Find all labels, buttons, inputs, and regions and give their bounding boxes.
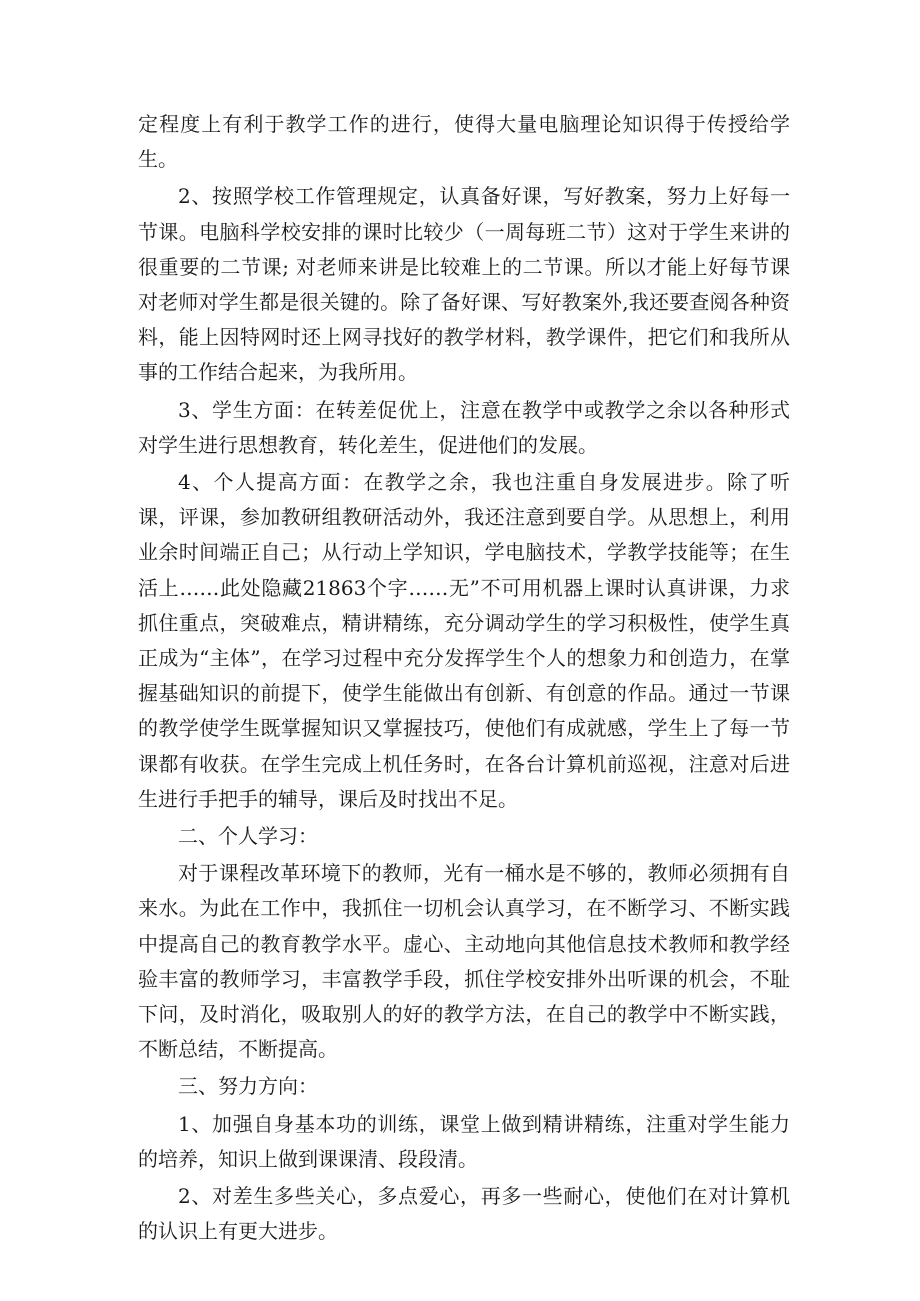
- paragraph-lesson-preparation: 2、按照学校工作管理规定，认真备好课，写好教案，努力上好每一节课。电脑科学校安排的课时比较少（一周每班二节）这对于学生来讲的很重要的二节课; 对老师来讲是比较难上的二节课。所以才能上好每节课对老师对学生都是很关键的。除了备好课、写好教案外,我还要查阅各种资料，能上因特网时还上网寻找好的教学材料，教学课件，把它们和我所从事的工作结合起来，为我所用。: [138, 184, 790, 385]
- section-heading-effort-direction: 三、努力方向：: [178, 1074, 318, 1099]
- document-body: [138, 107, 790, 1252]
- paragraph-personal-study: 对于课程改革环境下的教师，光有一桶水是不够的，教师必须拥有自来水。为此在工作中，我抓住一切机会认真学习，在不断学习、不断实践中提高自己的教育教学水平。虚心、主动地向其他信息技术教师和教学经验丰富的教师学习，丰富教学手段，抓住学校安排外出听课的机会，不耻下问，及时消化，吸取别人的好的教学方法，在自己的教学中不断实践，不断总结，不断提高。: [138, 861, 790, 1062]
- paragraph-personal-improvement: 4、个人提高方面：在教学之余，我也注重自身发展进步。除了听课，评课，参加教研组教研活动外，我还注意到要自学。从思想上，利用业余时间端正自己；从行动上学知识，学电脑技术，学教学技能等；在生活上……此处隐藏21863个字……无”不可用机器上课时认真讲课，力求抓住重点，突破难点，精讲精练，充分调动学生的学习积极性，使学生真正成为“主体”，在学习过程中充分发挥学生个人的想象力和创造力，在掌握基础知识的前提下，使学生能做出有创新、有创意的作品。通过一节课的教学使学生既掌握知识又掌握技巧，使他们有成就感，学生上了每一节课都有收获。在学生完成上机任务时，在各台计算机前巡视，注意对后进生进行手把手的辅导，课后及时找出不足。: [138, 470, 790, 811]
- paragraph-effort-item-1: 1、加强自身基本功的训练，课堂上做到精讲精练，注重对学生能力的培养，知识上做到课课清、段段清。: [138, 1111, 790, 1171]
- paragraph-effort-item-2: 2、对差生多些关心，多点爱心，再多一些耐心，使他们在对计算机的认识上有更大进步。: [138, 1184, 790, 1244]
- section-heading-personal-study: 二、个人学习：: [178, 824, 318, 849]
- paragraph-student-aspect: 3、学生方面：在转差促优上，注意在教学中或教学之余以各种形式对学生进行思想教育，转化差生，促进他们的发展。: [138, 397, 790, 457]
- paragraph-continuation: 定程度上有利于教学工作的进行，使得大量电脑理论知识得于传授给学生。: [138, 112, 790, 172]
